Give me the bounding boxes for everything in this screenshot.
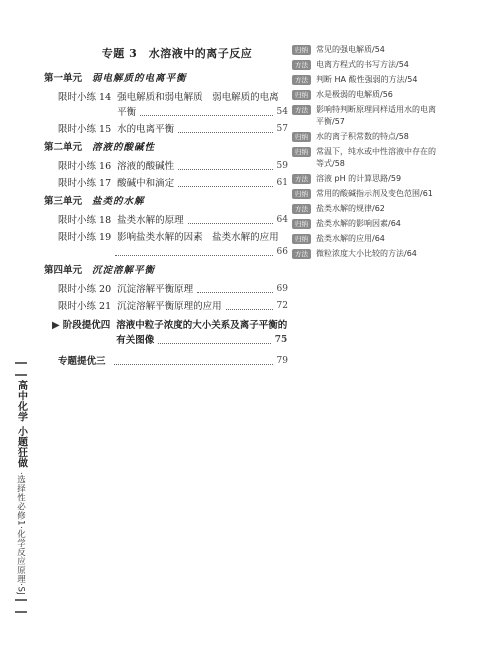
tip-item[interactable]	[292, 89, 438, 101]
entry-title: 沉淀溶解平衡原理的应用	[117, 301, 222, 312]
book-spine-label	[10, 362, 32, 613]
page-number: 57	[276, 124, 288, 134]
entry-title: 沉淀溶解平衡原理	[117, 284, 194, 295]
spine-decoration	[15, 362, 27, 376]
leader-dots	[140, 105, 272, 116]
unit-2-heading	[44, 140, 288, 155]
tip-text: 盐类水解的规律/62	[316, 204, 385, 213]
entry-number: 限时小练 16	[58, 161, 112, 172]
tip-item[interactable]	[292, 218, 438, 230]
special-label: 专题提优三	[58, 356, 106, 367]
stage-label: 阶段提优四	[62, 320, 111, 331]
spine-brand: 小题狂做	[15, 425, 27, 468]
tip-item[interactable]	[292, 173, 438, 185]
toc-entry-19[interactable]	[44, 230, 288, 260]
entry-title: 盐类水解的原理	[117, 215, 184, 226]
leader-dots	[197, 282, 272, 293]
tip-badge: 方法	[292, 249, 311, 259]
tip-text: 常见的强电解质/54	[316, 45, 385, 54]
leader-dots	[158, 333, 270, 344]
page-number: 54	[276, 107, 288, 117]
entry-title: 酸碱中和滴定	[117, 178, 175, 189]
entry-number: 限时小练 19	[58, 232, 112, 243]
page-number: 79	[276, 356, 288, 366]
toc-entry-17[interactable]	[44, 176, 288, 191]
tip-badge: 方法	[292, 204, 311, 214]
unit-label: 第三单元	[44, 196, 83, 207]
entry-number: 限时小练 21	[58, 301, 112, 312]
page-number: 64	[276, 215, 288, 225]
spine-decoration	[15, 599, 27, 613]
unit-title: 沉淀溶解平衡	[92, 265, 156, 276]
tip-text: 影响特判断原理同样适用水的电离平衡/57	[316, 105, 436, 126]
unit-title: 弱电解质的电离平衡	[92, 73, 187, 84]
toc-entry-20[interactable]	[44, 282, 288, 297]
tip-text: 水的离子积常数的特点/58	[316, 132, 409, 141]
toc-main	[44, 44, 288, 369]
leader-dots	[178, 176, 272, 187]
tip-text: 水是极弱的电解质/56	[316, 90, 393, 99]
tip-badge: 归纳	[292, 234, 311, 244]
tip-badge: 方法	[292, 60, 311, 70]
tip-text: 常温下，纯水或中性溶液中存在的等式/58	[316, 147, 436, 168]
leader-dots	[178, 122, 272, 133]
unit-title: 溶液的酸碱性	[92, 142, 156, 153]
tip-text: 常用的酸碱指示剂及变色范围/61	[316, 189, 433, 198]
tip-badge: 归纳	[292, 189, 311, 199]
tip-item[interactable]	[292, 131, 438, 143]
entry-title-line1: 强电解质和弱电解质 弱电解质的电离	[117, 92, 279, 103]
tip-badge: 方法	[292, 174, 311, 184]
leader-dots	[114, 354, 273, 365]
page-number: 59	[276, 161, 288, 171]
entry-number: 限时小练 15	[58, 124, 112, 135]
tip-text: 电离方程式的书写方法/54	[316, 60, 409, 69]
toc-entry-15[interactable]	[44, 122, 288, 137]
unit-1-heading	[44, 71, 288, 86]
unit-label: 第二单元	[44, 142, 83, 153]
entry-title: 溶液的酸碱性	[117, 161, 175, 172]
spine-title: 高中化学	[15, 380, 27, 422]
tip-text: 盐类水解的应用/64	[316, 234, 385, 243]
unit-title: 盐类的水解	[92, 196, 145, 207]
tip-item[interactable]	[292, 146, 438, 170]
entry-title: 影响盐类水解的因素 盐类水解的应用	[117, 232, 279, 243]
entry-number: 限时小练 20	[58, 284, 112, 295]
unit-3-heading	[44, 194, 288, 209]
special-entry[interactable]	[44, 354, 288, 369]
toc-entry-21[interactable]	[44, 299, 288, 314]
tip-text: 微粒浓度大小比较的方法/64	[316, 249, 417, 258]
page-number: 61	[276, 178, 288, 188]
leader-dots	[115, 245, 272, 256]
page-number: 69	[276, 284, 288, 294]
leader-dots	[188, 213, 273, 224]
toc-entry-14[interactable]	[44, 90, 288, 120]
tip-item[interactable]	[292, 233, 438, 245]
stage-entry[interactable]	[44, 318, 288, 348]
tip-item[interactable]	[292, 59, 438, 71]
spine-subtitle: ·选择性必修1·化学反应原理·SJ	[15, 471, 26, 596]
topic-title: 专题 3 水溶液中的离子反应	[101, 47, 253, 60]
tip-badge: 归纳	[292, 132, 311, 142]
unit-4-heading	[44, 263, 288, 278]
entry-number: 限时小练 14	[58, 92, 112, 103]
tip-badge: 归纳	[292, 147, 311, 157]
stage-title-line1: 溶液中粒子浓度的大小关系及离子平衡的	[116, 320, 288, 331]
tip-badge: 方法	[292, 105, 311, 115]
tip-badge: 归纳	[292, 45, 311, 55]
toc-entry-18[interactable]	[44, 213, 288, 228]
page-number: 66	[276, 247, 288, 257]
leader-dots	[178, 159, 272, 170]
tip-badge: 归纳	[292, 219, 311, 229]
tip-badge: 方法	[292, 75, 311, 85]
triangle-marker-icon: ▶	[52, 320, 60, 331]
page-number: 72	[276, 301, 288, 311]
unit-label: 第一单元	[44, 73, 83, 84]
tip-item[interactable]	[292, 203, 438, 215]
tip-item[interactable]	[292, 44, 438, 56]
tip-text: 盐类水解的影响因素/64	[316, 219, 401, 228]
spine-text	[14, 380, 29, 595]
tip-text: 溶液 pH 的计算思路/59	[316, 174, 402, 183]
unit-label: 第四单元	[44, 265, 83, 276]
tip-item[interactable]	[292, 74, 438, 86]
tip-item[interactable]	[292, 104, 438, 128]
tip-badge: 归纳	[292, 90, 311, 100]
entry-number: 限时小练 17	[58, 178, 112, 189]
entry-number: 限时小练 18	[58, 215, 112, 226]
tip-text: 判断 HA 酸性强弱的方法/54	[316, 75, 418, 84]
page-number: 75	[274, 335, 288, 345]
tip-item[interactable]	[292, 188, 438, 200]
tip-item[interactable]	[292, 248, 438, 260]
entry-title-line2: 平衡	[117, 107, 137, 118]
toc-entry-16[interactable]	[44, 159, 288, 174]
entry-title: 水的电离平衡	[117, 124, 175, 135]
tips-sidebar	[292, 44, 438, 263]
stage-title-line2: 有关图像	[116, 335, 155, 346]
leader-dots	[226, 299, 273, 310]
